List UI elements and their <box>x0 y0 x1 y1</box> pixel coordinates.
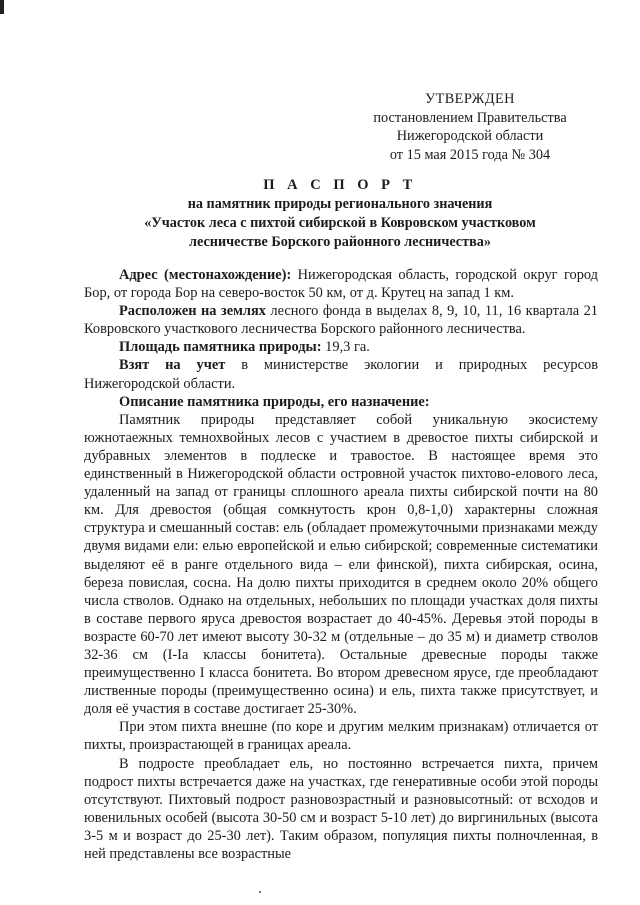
area-text: 19,3 га. <box>321 339 370 356</box>
address-paragraph <box>84 266 598 302</box>
registered-label: Взят на учет <box>119 357 226 374</box>
area-label: Площадь памятника природы: <box>119 339 322 356</box>
description-heading-paragraph <box>84 393 598 411</box>
scan-edge-mark <box>0 0 4 14</box>
approval-block <box>340 90 600 164</box>
description-paragraph-2: При этом пихта внешне (по коре и другим мелким признакам) отличается от пихты, произрастающей в границах ареала. <box>84 719 598 754</box>
heading-line-2: «Участок леса с пихтой сибирской в Ковровском участковом <box>144 215 536 231</box>
description-paragraph-3: В подросте преобладает ель, но постоянно встречается пихта, причем подрост пихты встречается даже на участках, где генеративные особи этой породы отсутствуют. Пихтовый подрост разновозрастный и разновысотный: от всходов и ювенильных особей (высота 30-50 см и возраст 5-10 лет) до виргинильных (высота 3-5 м и возраст до 25-30 лет). Таким образом, популяция пихты полночленная, в ней представлены все возрастные <box>84 755 598 862</box>
document-heading <box>90 176 590 252</box>
document-body <box>84 266 598 863</box>
description-label: Описание памятника природы, его назначение: <box>119 393 430 410</box>
address-label: Адрес (местонахождение): <box>119 267 292 283</box>
location-text: лесного фонда в выделах 8, 9, 10, 11, 16 квартала 21 Ковровского участкового лесничества Борского районного лесничества. <box>84 303 599 338</box>
description-paragraph-1: Памятник природы представляет собой уникальную экосистему южнотаежных темнохвойных лесов с участием в древостое пихты сибирской и дубравных элементов в подлеске и травостое. В настоящее время это единственный в Нижегородской области островной участок пихтово-елового леса, удаленный на запад от границы сплошного ареала пихты сибирской почти на 80 км. Для древостоя (общая сомкнутость крон 0,8-1,0) характерны сложная структура и смешанный состав: ель (обладает промежуточными признаками между двумя видами ели: елью европейской и елью сибирской; современные систематики выделяют её в ранге отдельного вида – ели финской), пихта сибирская, осина, береза повислая, сосна. На долю пихты приходится в среднем около 20% общего числа стволов. Однако на отдельных, небольших по площади участках доля пихты в составе первого яруса древостоя возрастает до 40-45%. Деревья этой породы в возрасте 60-70 лет имеют высоту 30-32 м (отдельные – до 35 м) и диаметр стволов 32-36 см (I-Ia классы бонитета). Остальные древесные породы также преимущественно I класса бонитета. Во втором древесном ярусе, где преобладают лиственные породы (преимущественно осина) и ель, пихта также присутствует, и доля её участия в составе достигает 25-30%. <box>84 411 598 718</box>
approval-title: УТВЕРЖДЕН <box>425 91 515 107</box>
registered-text: в министерстве экологии и природных ресурсов Нижегородской области. <box>84 357 598 392</box>
approval-line-2: Нижегородской области <box>396 128 544 144</box>
approval-line-1: постановлением Правительства <box>373 109 567 126</box>
scan-dot-mark <box>259 891 261 893</box>
heading-line-3: лесничестве Борского районного лесничества» <box>189 234 491 250</box>
heading-line-1: на памятник природы регионального значения <box>187 196 493 212</box>
document-title: П А С П О Р Т <box>263 177 417 193</box>
registered-paragraph <box>84 356 598 392</box>
address-text: Нижегородская область, городской округ город Бор, от города Бор на северо-восток 50 км, от д. Крутец на запад 1 км. <box>84 267 598 302</box>
approval-line-3: от 15 мая 2015 года № 304 <box>389 146 551 163</box>
area-paragraph <box>84 338 598 356</box>
location-paragraph <box>84 302 598 338</box>
location-label: Расположен на землях <box>119 303 266 320</box>
